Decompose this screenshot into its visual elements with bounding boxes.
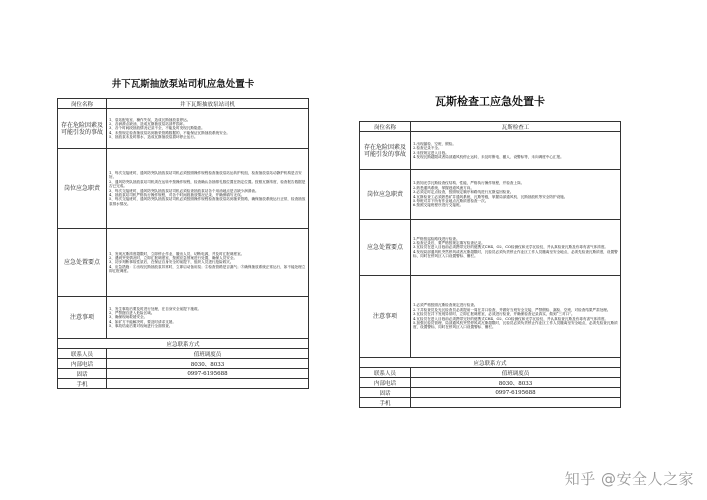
duty-label: 岗位应急职责 — [58, 149, 107, 229]
duty-items — [411, 170, 621, 220]
notes-label: 注意事项 — [58, 297, 107, 339]
list-item: 4、如矿方不能解决时，要及时请求支援。 — [109, 319, 176, 324]
landline-value: 0997-6195688 — [411, 388, 621, 398]
mobile-value — [107, 379, 309, 389]
list-item: 3、每次交接班时，通风防突队抽放泵站司机必须检查抽放泵站各个用油地点是否缺少润滑油。 — [109, 188, 259, 193]
right-card — [359, 94, 621, 408]
internal-phone-value: 8030、8033 — [411, 378, 621, 388]
contact-col2: 值班调度员 — [411, 368, 621, 378]
left-card — [57, 78, 309, 389]
list-item: 3.必须定时定点检查，按照规定顺序和路线进行瓦斯巡回检查。 — [413, 190, 514, 195]
response-items — [411, 220, 621, 276]
list-item: 1、泵站配电室、操作失误，造成瓦斯抽放泵停运。 — [109, 117, 191, 122]
list-item: 3.未按规定进入目巷。 — [413, 150, 449, 155]
list-item: 4.瓦斯检查工必须熟悉矿井通风系统，瓦斯等级，掌握局部通风机、瓦斯抽放机等安全防护设施。 — [413, 194, 568, 199]
position-value: 瓦斯检查工 — [411, 122, 621, 132]
response-label: 应急处置要点 — [360, 220, 411, 276]
list-item: 4.发现瓦斯超限或者局部通风机停止运转，未及时断电、撤人、设警标等，未向调度中心汇报。 — [413, 154, 564, 159]
list-item: 1、每次交接班时，通风防突队抽放泵站司机必须按照操作规程检查抽放泵站运转护机组，检查抽放泵站动静护机构是否安好。 — [109, 171, 302, 180]
left-card-table — [57, 98, 309, 389]
list-item: 4、抽放泵站司机严格执行操作规程，对各个时间段抽放情况记录，并确保填写无误。 — [109, 192, 245, 197]
list-item: 3.瓦检员在进入目巷前必须携带完好的便携式CH4、O2、CO检测仪和光学瓦检仪，并认真检查瓦斯及有毒有害气体浓度。 — [413, 245, 609, 250]
list-item: 2.检查记录不全。 — [413, 146, 442, 151]
landline-label: 固话 — [58, 369, 107, 379]
risk-items — [411, 132, 621, 170]
notes-label: 注意事项 — [360, 276, 411, 358]
list-item: 4、未按规定检查抽放泵站到抽采管路数据的，不能保证瓦斯抽放系统安全。 — [109, 130, 230, 135]
contact-title: 应急联系方式 — [58, 339, 309, 349]
notes-items — [107, 297, 309, 339]
list-item: 2.检查记录后，要严格按规定填写检查记录。 — [413, 240, 485, 245]
risk-label: 存在危险因素及可能引发的事故 — [58, 109, 107, 149]
list-item: 5.加强瓦检员管理，局部通风机突然停风或瓦斯超限时，瓦检员必须负责停止作业区工作人员撤离至安全地点，必须先检查瓦斯浓度，设置警标，同时在停风区入口设置警标、栅栏。 — [413, 320, 618, 330]
contact-title: 应急联系方式 — [360, 358, 621, 368]
list-item: 4.瓦检员在进入目巷前必须携带完好的便携式CH4、O2、CO检测仪和光学瓦检仪，并认真检查瓦斯及有毒有害气体浓度。 — [413, 316, 609, 321]
list-item: 1、发现瓦斯浓度超限时，立即停止作业，撤出人员，切断电源，并及时汇报调度室。 — [109, 251, 245, 256]
contact-col1: 联系人员 — [360, 368, 411, 378]
position-header: 岗位名称 — [58, 99, 107, 109]
list-item: 4.发现局部通风机突然停风或者瓦斯超限时，瓦检员必须负责停止作业区工作人员撤离至安全地点，必须先检查瓦斯浓度，设置警标，同时在停风区入口设置警标、栅栏。 — [413, 249, 618, 259]
response-label: 应急处置要点 — [58, 229, 107, 297]
internal-phone-label: 内部电话 — [58, 359, 107, 369]
list-item: 1.熟知光学瓦斯检查仪结构、性能，严格执行操作规程，并检查上岗。 — [413, 181, 525, 186]
internal-phone-label: 内部电话 — [360, 378, 411, 388]
list-item: 1.严格按巡检路线进行检查。 — [413, 236, 460, 241]
list-item: 3.瓦检员在井下发现异常时，立即汇报调度室，必须进行检查，并确保检查记录真实，做到“三对口”。 — [413, 312, 575, 317]
right-card-table — [359, 121, 621, 408]
list-item: 5.每班对井下所有作业地点瓦斯浓度检查一次。 — [413, 198, 489, 203]
list-item: 5、事故结束后要对现场进行全面排查。 — [109, 324, 173, 329]
risk-label: 存在危险因素及可能引发的事故 — [360, 132, 411, 170]
list-item: 3、确保现场救援安全。 — [109, 315, 148, 320]
list-item: 6.按照交接班程序进行交接班。 — [413, 203, 464, 208]
list-item: 5、每次交接班时，通风防突队抽放泵站司机必须按照操作规程检查抽放泵站到抽采管路，确保抽放系统运行正常，检查抽放泵排水情况。 — [109, 197, 306, 206]
list-item: 1.必须严格按照瓦斯检查规定进行检查。 — [413, 303, 478, 308]
list-item: 2.熟悉通风系统，掌握巷道风流方向。 — [413, 185, 474, 190]
contact-col1: 联系人员 — [58, 349, 107, 359]
risk-items — [107, 109, 309, 149]
list-item: 2、通风防突队抽放泵站司机须在运转中按操作规程，检查确认各抽排孔数位置在指定位置。按照瓦斯浓度，检查报告数据是否已完成。 — [109, 179, 306, 189]
duty-items — [107, 149, 309, 229]
position-value: 井下瓦斯抽放泵站司机 — [107, 99, 309, 109]
list-item: 5、抽放泵未及时排水，造成瓦斯抽放泵损坏停止运行。 — [109, 135, 198, 140]
list-item: 4、应急措施：①出现瓦斯抽放泵异常时，立即启动备用泵；②检查管路是否漏气；③确保抽放系统正常运行，如不能处理立即汇报调度。 — [109, 264, 306, 274]
mobile-label: 手机 — [360, 398, 411, 408]
watermark: 知乎 @安全人之家 — [564, 470, 694, 488]
mobile-label: 手机 — [58, 379, 107, 389]
list-item: 2、严禁擅自进入危险区域。 — [109, 310, 155, 315]
landline-value: 0997-6195688 — [107, 369, 309, 379]
list-item: 3、初步判断事故性质后，在保证自身安全的前提下，组织人员进行抢险救灾。 — [109, 260, 234, 265]
notes-items — [411, 276, 621, 358]
list-item: 3、各个时间段抽放情况记录不全，不能及时发现瓦斯隐患。 — [109, 126, 205, 131]
list-item: 1、发生事故后要及时进行处理，在自身安全前提下施救。 — [109, 306, 202, 311]
duty-label: 岗位应急职责 — [360, 170, 411, 220]
internal-phone-value: 8030、8033 — [107, 359, 309, 369]
left-card-title: 井下瓦斯抽放泵站司机应急处置卡 — [111, 79, 255, 90]
contact-col2: 值班调度员 — [107, 349, 309, 359]
landline-label: 固话 — [360, 388, 411, 398]
right-card-title: 瓦斯检查工应急处置卡 — [435, 95, 545, 108]
list-item: 2、遇到突发情况时，立即汇报调度室，按照应急预案进行处置，确保人员安全。 — [109, 255, 238, 260]
mobile-value — [411, 398, 621, 408]
list-item: 2.下井检查员及光瓦检查员必须提前一周在井口检查，并做好当班安全交接，严禁假检、漏检、空班，对检查结果严肃处理。 — [413, 307, 611, 312]
position-header: 岗位名称 — [360, 122, 411, 132]
response-items — [107, 229, 309, 297]
list-item: 1.出现漏检、空班、假检。 — [413, 141, 456, 146]
list-item: 2、各润滑点缺油，造成瓦斯抽放泵站部件损坏。 — [109, 121, 187, 126]
